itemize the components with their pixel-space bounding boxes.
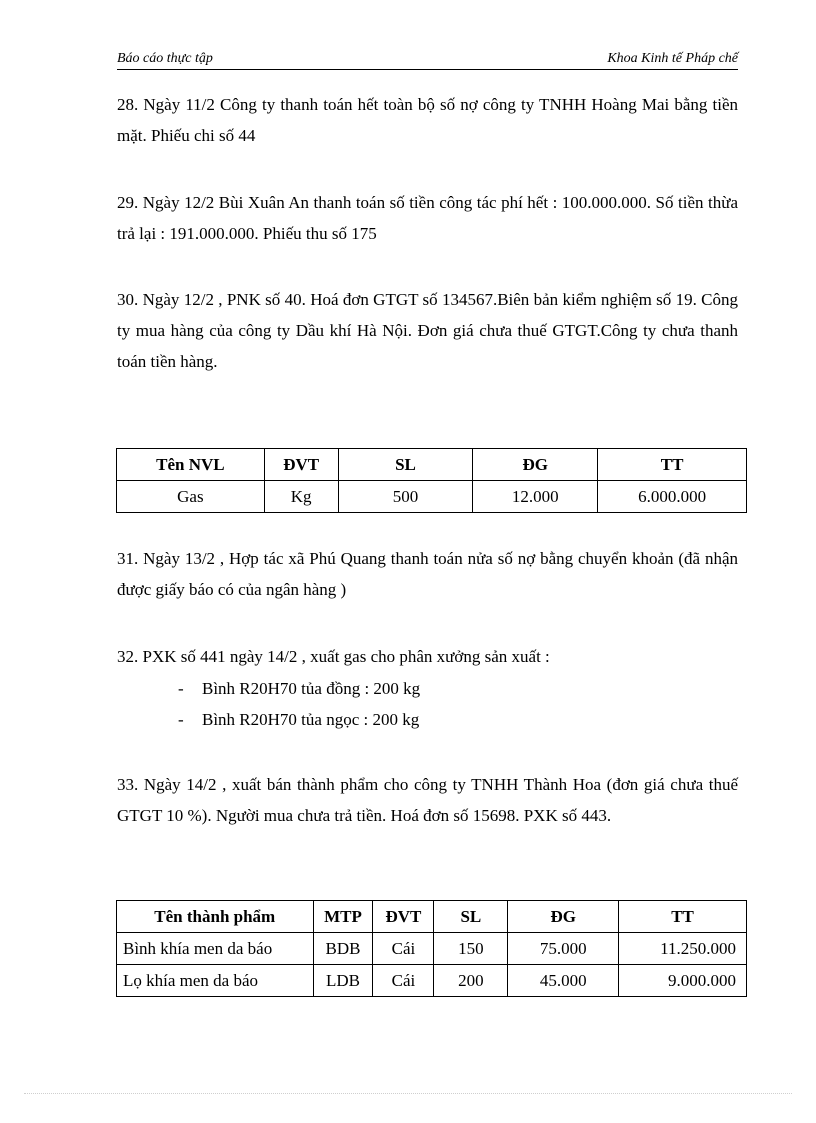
header-department: Khoa Kinh tế Pháp chế (607, 51, 738, 66)
table-header-cell: ĐG (473, 449, 598, 481)
table-cell: Bình khía men da báo (117, 933, 314, 965)
table-header-row (117, 901, 747, 933)
table-header-cell: ĐG (508, 901, 619, 933)
table-header-cell: SL (338, 449, 473, 481)
table-header-row (117, 449, 747, 481)
table-cell: 500 (338, 481, 473, 513)
item-32: 32. PXK số 441 ngày 14/2 , xuất gas cho phân xưởng sản xuất : (117, 647, 550, 666)
table-cell: 75.000 (508, 933, 619, 965)
table-cell: Cái (373, 965, 434, 997)
bullet-text: Bình R20H70 tủa ngọc : 200 kg (202, 710, 420, 729)
table-cell: 200 (434, 965, 508, 997)
table-cell: BDB (313, 933, 373, 965)
table-cell: LDB (313, 965, 373, 997)
table-header-cell: Tên NVL (117, 449, 265, 481)
table-cell: 11.250.000 (619, 933, 747, 965)
table-cell: Cái (373, 933, 434, 965)
table-cell: 6.000.000 (598, 481, 747, 513)
table-header-cell: MTP (313, 901, 373, 933)
table-header-cell: ĐVT (373, 901, 434, 933)
table-cell: 9.000.000 (619, 965, 747, 997)
item-28: 28. Ngày 11/2 Công ty thanh toán hết toàn bộ số nợ công ty TNHH Hoàng Mai bằng tiền mặt. Phiếu chi số 44 (117, 95, 738, 145)
page-bottom-divider (24, 1093, 792, 1094)
bullet-text: Bình R20H70 tủa đồng : 200 kg (202, 679, 421, 698)
table-row (117, 933, 747, 965)
products-table (116, 900, 747, 997)
table-cell: Lọ khía men da báo (117, 965, 314, 997)
table-cell: 12.000 (473, 481, 598, 513)
table-cell: Kg (264, 481, 338, 513)
table-header-cell: ĐVT (264, 449, 338, 481)
item-31: 31. Ngày 13/2 , Hợp tác xã Phú Quang thanh toán nửa số nợ bằng chuyển khoản (đã nhận được giấy báo có của ngân hàng ) (117, 549, 738, 599)
table-row (117, 965, 747, 997)
bullet-item (178, 673, 420, 704)
bullet-dash: - (178, 679, 184, 698)
bullet-item (178, 704, 419, 735)
header-report-title: Báo cáo thực tập (117, 51, 213, 66)
table-header-cell: TT (619, 901, 747, 933)
table-cell: 150 (434, 933, 508, 965)
item-30: 30. Ngày 12/2 , PNK số 40. Hoá đơn GTGT số 134567.Biên bản kiểm nghiệm số 19. Công ty mua hàng của công ty Dầu khí Hà Nội. Đơn giá chưa thuế GTGT.Công ty chưa thanh toán tiền hàng. (117, 290, 738, 371)
materials-table (116, 448, 747, 513)
bullet-dash: - (178, 710, 184, 729)
item-33: 33. Ngày 14/2 , xuất bán thành phẩm cho công ty TNHH Thành Hoa (đơn giá chưa thuế GTGT 10 %). Người mua chưa trả tiền. Hoá đơn số 15698. PXK số 443. (117, 775, 738, 825)
table-header-cell: Tên thành phẩm (117, 901, 314, 933)
table-header-cell: SL (434, 901, 508, 933)
table-row (117, 481, 747, 513)
table-header-cell: TT (598, 449, 747, 481)
item-29: 29. Ngày 12/2 Bùi Xuân An thanh toán số tiền công tác phí hết : 100.000.000. Số tiền thừa trả lại : 191.000.000. Phiếu thu số 175 (117, 193, 738, 243)
table-cell: 45.000 (508, 965, 619, 997)
table-cell: Gas (117, 481, 265, 513)
page-header (117, 50, 738, 70)
